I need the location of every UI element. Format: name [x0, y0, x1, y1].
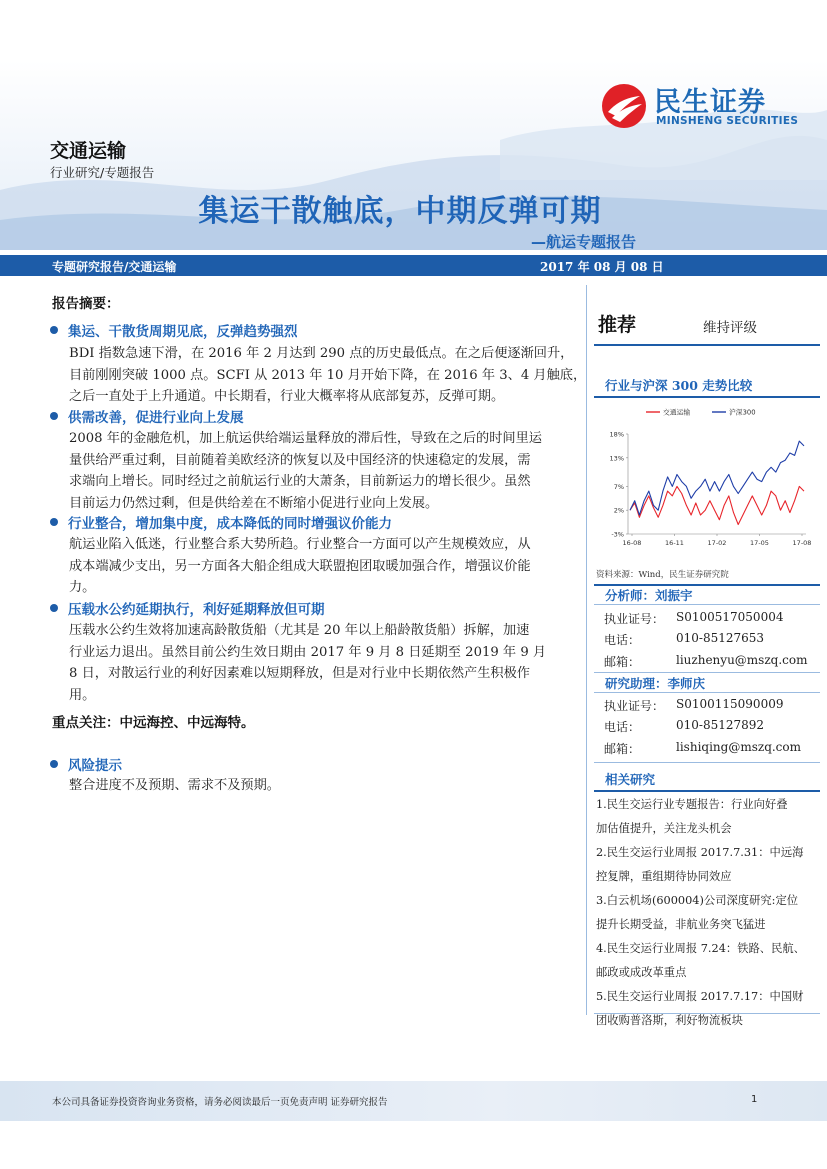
page-number: 1 [751, 1094, 758, 1105]
logo-text-en: MINSHENG SECURITIES [656, 115, 799, 127]
section-paragraph [69, 620, 581, 706]
sector-subtitle: 行业研究/专题报告 [50, 165, 155, 180]
related-item[interactable]: 提升长期受益，非航业务突飞猛进 [596, 918, 766, 931]
paragraph-line: 8 日，对散运行业的利好因素难以短期释放，但是对行业中长期依然产生积极作 [69, 666, 530, 681]
chart-source: 资料来源：Wind，民生证券研究院 [596, 570, 729, 580]
divider-line [594, 396, 820, 398]
paragraph-line: 目前刚刚突破 1000 点。SCFI 从 2013 年 10 月开始下降，在 2016 年 3、4 月触底， [69, 367, 587, 383]
section-title: 供需改善，促进行业向上发展 [68, 410, 244, 426]
analyst-email-label: 邮箱： [604, 655, 641, 669]
y-tick-label: 13% [609, 454, 624, 463]
related-item[interactable]: 加估值提升，关注龙头机会 [596, 822, 732, 835]
report-title: 集运干散触底，中期反弹可期 [198, 194, 602, 229]
abstract-section [50, 320, 298, 340]
divider-line [594, 672, 820, 673]
assistant-phone-value: 010-85127892 [676, 718, 765, 732]
divider-line [594, 692, 820, 693]
bullet-icon [50, 326, 58, 334]
legend-label: 交通运输 [663, 408, 691, 417]
paragraph-line: 2008 年的金融危机，加上航运供给端运量释放的滞后性，导致在之后的时间里运 [69, 431, 542, 446]
assistant-email-label: 邮箱： [604, 742, 641, 756]
related-item[interactable]: 邮政或成改革重点 [596, 966, 687, 979]
trend-chart [594, 400, 820, 565]
related-item[interactable]: 4.民生交运行业周报 7.24：铁路、民航、 [596, 942, 805, 955]
paragraph-line: 目前运力仍然过剩，但是供给差在不断缩小促进行业向上发展。 [69, 495, 439, 511]
analyst-title: 分析师：刘振宇 [605, 588, 693, 603]
risk-section [50, 754, 122, 774]
related-item[interactable]: 控复牌，重组期待协同效应 [596, 870, 732, 883]
bullet-icon [50, 412, 58, 420]
column-divider [586, 285, 587, 1015]
assistant-license-label: 执业证号： [604, 699, 665, 713]
abstract-heading: 报告摘要： [52, 296, 120, 312]
related-research-list [596, 793, 822, 1033]
paragraph-line: 整合进度不及预期、需求不及预期。 [69, 778, 280, 793]
abstract-section [50, 406, 244, 426]
paragraph-line: 求端向上增长。同时经过之前航运行业的大萧条，目前新运力的增长很少。虽然 [69, 474, 531, 489]
x-tick-label: 17-02 [707, 539, 727, 547]
report-date: 2017 年 08 月 08 日 [540, 260, 664, 274]
related-item[interactable]: 2.民生交运行业周报 2017.7.31：中远海 [596, 846, 804, 859]
analyst-license-label: 执业证号： [604, 612, 665, 626]
analyst-phone-value: 010-85127653 [676, 631, 765, 645]
paragraph-line: 成本端减少支出，另一方面各大船企组成大联盟抱团取暖加强合作，增强议价能 [69, 558, 531, 574]
section-paragraph [69, 534, 581, 599]
divider-line [594, 1013, 820, 1014]
analyst-license-value: S0100517050004 [676, 610, 784, 624]
related-title: 相关研究 [605, 772, 656, 787]
paragraph-line: BDI 指数急速下滑，在 2016 年 2 月达到 290 点的历史最低点。在之后便逐渐回升， [69, 346, 574, 361]
section-paragraph [69, 428, 581, 514]
divider-line [594, 604, 820, 605]
sector-title: 交通运输 [50, 140, 127, 162]
series-line [630, 486, 804, 524]
paragraph-line: 用。 [69, 687, 96, 703]
analyst-phone-label: 电话： [604, 633, 641, 647]
assistant-license-value: S0100115090009 [676, 697, 784, 711]
related-item[interactable]: 团收购普洛斯，利好物流板块 [596, 1014, 743, 1027]
bullet-icon [50, 518, 58, 526]
divider-line [594, 344, 820, 346]
assistant-phone-label: 电话： [604, 720, 641, 734]
chart-section-title: 行业与沪深 300 走势比较 [605, 378, 753, 393]
divider-line [594, 790, 820, 792]
logo-text-cn: 民生证券 [654, 87, 766, 118]
paragraph-line: 力。 [69, 580, 96, 595]
footer-disclaimer: 本公司具备证券投资咨询业务资格，请务必阅读最后一页免责声明 证券研究报告 [52, 1097, 388, 1108]
rating-recommend: 推荐 [598, 314, 637, 336]
x-tick-label: 16-11 [665, 539, 684, 547]
abstract-section [50, 512, 392, 532]
y-tick-label: 18% [609, 430, 624, 439]
abstract-section [50, 598, 325, 618]
assistant-email-value[interactable]: lishiqing@mszq.com [676, 740, 802, 754]
paragraph-line: 行业运力退出。虽然目前公约生效日期由 2017 年 9 月 8 日延期至 2019 年 9 月 [69, 644, 547, 660]
x-tick-label: 16-08 [622, 539, 642, 547]
focus-stocks: 重点关注：中远海控、中远海特。 [52, 715, 255, 731]
risk-paragraph [69, 775, 581, 797]
risk-title: 风险提示 [68, 758, 122, 774]
paragraph-line: 航运业陷入低迷，行业整合系大势所趋。行业整合一方面可以产生规模效应，从 [69, 537, 531, 552]
y-tick-label: 2% [613, 506, 624, 515]
related-item[interactable]: 5.民生交运行业周报 2017.7.17：中国财 [596, 990, 804, 1003]
report-subtitle: —航运专题报告 [530, 233, 636, 251]
x-tick-label: 17-05 [750, 539, 769, 547]
rating-label: 维持评级 [703, 320, 757, 336]
legend-label: 沪深300 [729, 408, 756, 417]
related-item[interactable]: 3.白云机场(600004)公司深度研究:定位 [596, 894, 799, 907]
assistant-title: 研究助理：李师庆 [605, 676, 706, 691]
bullet-icon [50, 760, 58, 768]
report-category: 专题研究报告/交通运输 [52, 260, 177, 274]
x-tick-label: 17-08 [792, 539, 812, 547]
section-paragraph [69, 343, 587, 408]
section-title: 压载水公约延期执行，利好延期释放但可期 [68, 602, 325, 618]
related-item[interactable]: 1.民生交运行业专题报告：行业向好叠 [596, 798, 788, 811]
analyst-email-value[interactable]: liuzhenyu@mszq.com [676, 653, 808, 667]
section-title: 行业整合，增加集中度，成本降低的同时增强议价能力 [68, 516, 392, 532]
bullet-icon [50, 604, 58, 612]
y-tick-label: 7% [613, 482, 624, 491]
y-tick-label: -3% [611, 530, 624, 539]
section-title: 集运、干散货周期见底，反弹趋势强烈 [68, 324, 298, 340]
paragraph-line: 量供给严重过剩，目前随着美欧经济的恢复以及中国经济的快速稳定的发展，需 [69, 452, 531, 468]
paragraph-line: 之后一直处于上升通道。中长期看，行业大概率将从底部复苏，反弹可期。 [69, 389, 505, 404]
paragraph-line: 压载水公约生效将加速高龄散货船（尤其是 20 年以上船龄散货船）拆解，加速 [69, 623, 530, 638]
divider-line [594, 762, 820, 763]
